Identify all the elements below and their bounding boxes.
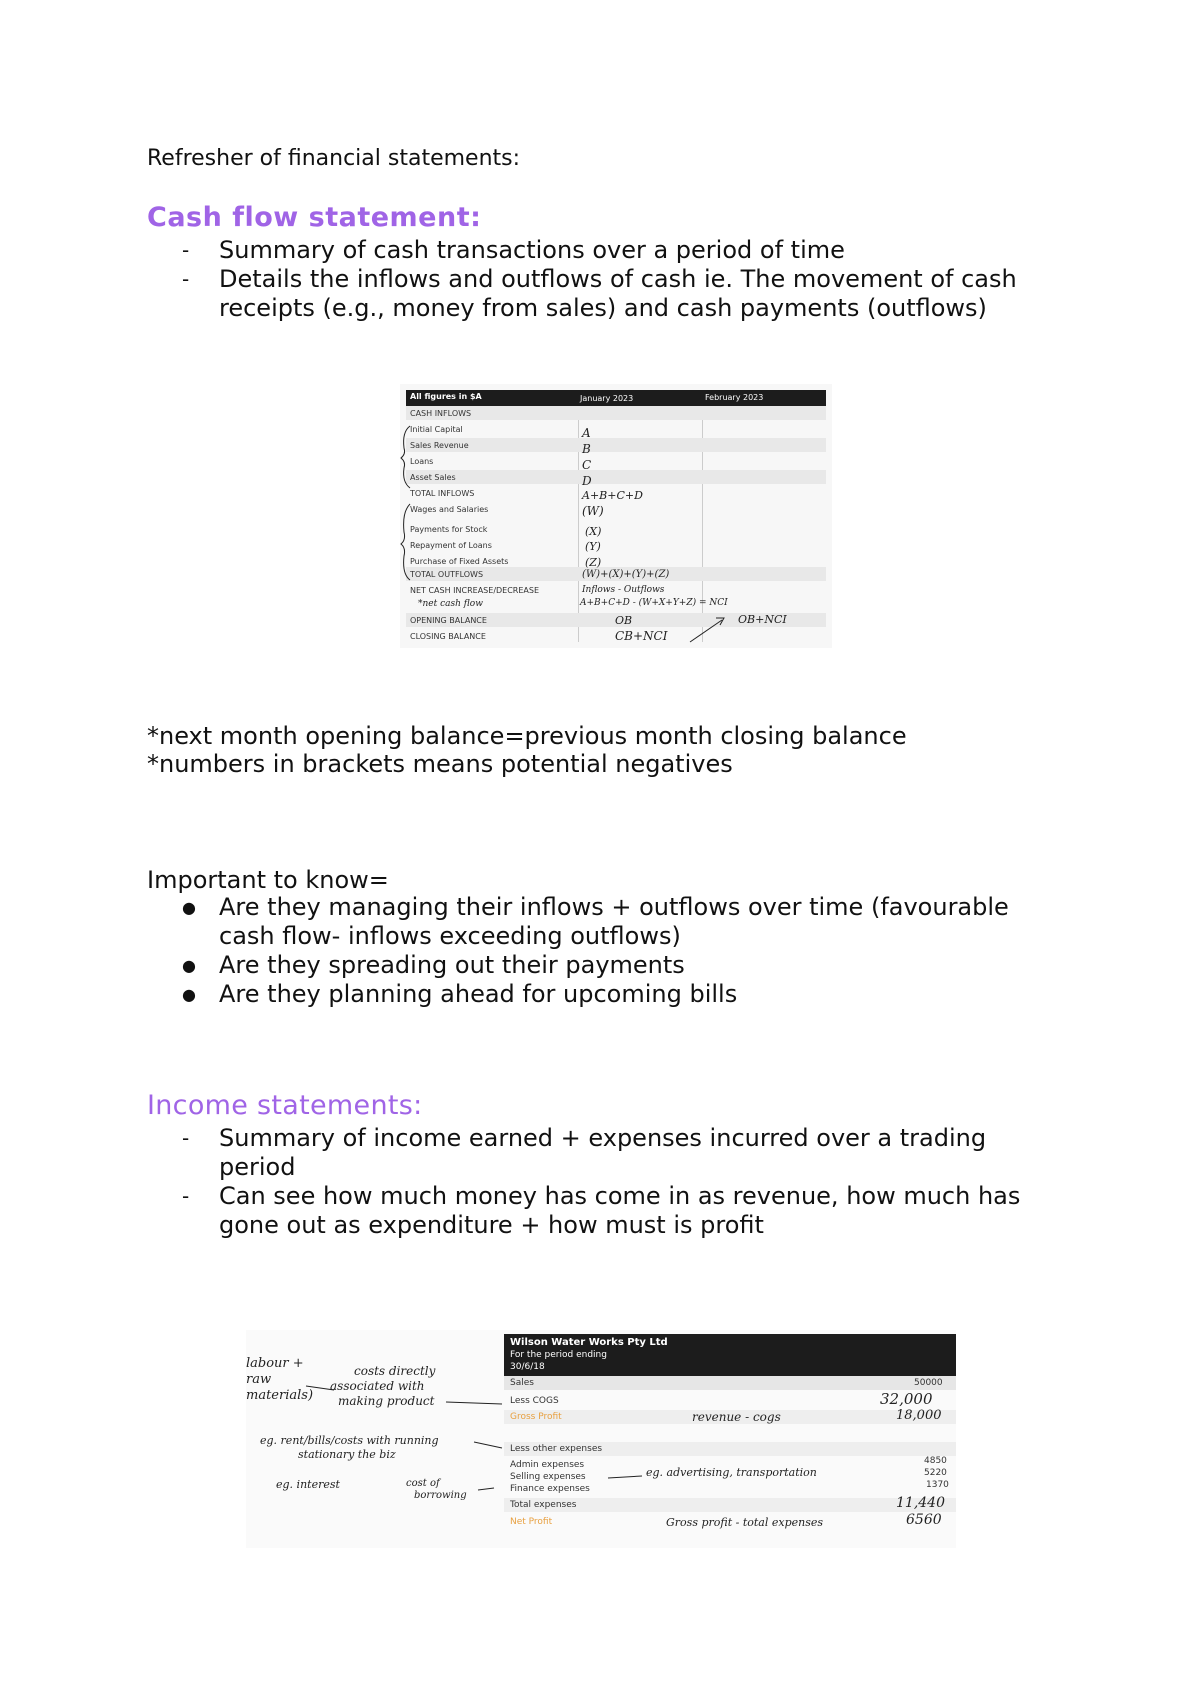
- annotation-labour: raw: [246, 1372, 272, 1387]
- admin-expenses-value: 4850: [924, 1456, 947, 1466]
- admin-expenses-label: Admin expenses: [510, 1460, 585, 1470]
- table-cell: A+B+C+D: [582, 489, 643, 502]
- table-row: Asset Sales: [410, 473, 456, 482]
- gross-profit-label: Gross Profit: [510, 1412, 562, 1422]
- gross-profit-note: revenue - cogs: [692, 1410, 781, 1424]
- income-statement-image: [246, 1330, 956, 1548]
- sales-label: Sales: [510, 1378, 534, 1388]
- table-cell: A: [582, 426, 591, 440]
- finance-expenses-value: 1370: [926, 1480, 949, 1490]
- annotation-rent: stationary the biz: [298, 1448, 396, 1461]
- cash-flow-points: [147, 236, 1047, 323]
- list-item: ● Are they spreading out their payments: [182, 951, 685, 979]
- table-row: Payments for Stock: [410, 525, 488, 534]
- annotation-costs: associated with: [330, 1379, 425, 1393]
- sales-value: 50000: [914, 1378, 943, 1388]
- income-heading: Income statements:: [147, 1090, 423, 1121]
- table-header: February 2023: [705, 393, 764, 402]
- list-item: ● Are they managing their inflows + outflows over time (favourable: [182, 893, 1009, 921]
- income-points: [147, 1124, 1047, 1240]
- annotation-borrowing: cost of: [406, 1478, 440, 1489]
- table-cell: C: [582, 458, 592, 472]
- table-row: Loans: [410, 457, 434, 466]
- table-header: All figures in $A: [410, 392, 482, 401]
- table-row: Repayment of Loans: [410, 541, 492, 550]
- annotation-labour: labour +: [246, 1356, 304, 1371]
- annotation-rent: eg. rent/bills/costs with running: [260, 1434, 439, 1447]
- table-cell: Inflows - Outflows: [582, 585, 665, 595]
- annotation-costs: making product: [338, 1394, 435, 1408]
- important-title: Important to know=: [147, 866, 389, 894]
- intro-line: Refresher of financial statements:: [147, 146, 521, 171]
- table-row: CASH INFLOWS: [410, 409, 472, 418]
- cogs-label: Less COGS: [510, 1396, 559, 1406]
- table-cell: A+B+C+D - (W+X+Y+Z) = NCI: [580, 598, 728, 608]
- list-item: ● Are they planning ahead for upcoming bills: [182, 980, 738, 1008]
- list-item: - Can see how much money has come in as revenue, how much has: [182, 1182, 1021, 1210]
- table-cell: OB: [615, 614, 633, 627]
- net-profit-label: Net Profit: [510, 1517, 553, 1527]
- table-cell: (X): [585, 525, 602, 538]
- table-cell: (W): [582, 504, 604, 518]
- list-item: - Summary of income earned + expenses incurred over a trading: [182, 1124, 987, 1152]
- table-row: Sales Revenue: [410, 441, 469, 450]
- list-item: period: [219, 1153, 296, 1181]
- gross-profit-value: 18,000: [896, 1408, 942, 1423]
- feb-opening-note: OB+NCI: [738, 613, 787, 626]
- important-points: [147, 893, 1047, 1009]
- table-cell: CB+NCI: [615, 629, 668, 643]
- period-label: For the period ending: [510, 1350, 607, 1360]
- table-row: CLOSING BALANCE: [410, 632, 486, 641]
- net-profit-value: 6560: [906, 1512, 942, 1528]
- finance-expenses-label: Finance expenses: [510, 1484, 590, 1494]
- total-expenses-value: 11,440: [896, 1495, 945, 1511]
- list-item: - Details the inflows and outflows of cash ie. The movement of cash: [182, 265, 1017, 293]
- table-row: TOTAL INFLOWS: [410, 489, 475, 498]
- note-brackets: *numbers in brackets means potential negatives: [147, 750, 733, 778]
- annotation-advertising: eg. advertising, transportation: [646, 1466, 817, 1479]
- annotation-costs: costs directly: [354, 1364, 436, 1378]
- list-item: gone out as expenditure + how must is profit: [219, 1211, 764, 1239]
- table-row: TOTAL OUTFLOWS: [410, 570, 484, 579]
- table-cell: D: [582, 474, 592, 488]
- cash-flow-heading: Cash flow statement:: [147, 202, 482, 233]
- selling-expenses-value: 5220: [924, 1468, 947, 1478]
- cash-flow-table-image: [400, 384, 832, 648]
- list-item: - Summary of cash transactions over a period of time: [182, 236, 845, 264]
- other-expenses-label: Less other expenses: [510, 1444, 603, 1454]
- table-row: Initial Capital: [410, 425, 463, 434]
- annotation-borrowing: borrowing: [414, 1490, 467, 1501]
- table-row: Wages and Salaries: [410, 505, 489, 514]
- table-row: NET CASH INCREASE/DECREASE: [410, 586, 540, 595]
- table-cell: (Z): [585, 556, 602, 569]
- note-opening-balance: *next month opening balance=previous month closing balance: [147, 722, 907, 750]
- table-cell: (Y): [585, 540, 601, 553]
- handwritten-marks: [400, 384, 832, 648]
- list-item: cash flow- inflows exceeding outflows): [219, 922, 681, 950]
- net-profit-note: Gross profit - total expenses: [666, 1516, 824, 1529]
- period-date: 30/6/18: [510, 1362, 545, 1372]
- selling-expenses-label: Selling expenses: [510, 1472, 586, 1482]
- net-cash-flow-note: *net cash flow: [418, 599, 483, 609]
- cogs-value: 32,000: [880, 1390, 933, 1408]
- list-item: receipts (e.g., money from sales) and cash payments (outflows): [219, 294, 987, 322]
- company-name: Wilson Water Works Pty Ltd: [510, 1337, 668, 1348]
- table-row: Purchase of Fixed Assets: [410, 557, 509, 566]
- table-cell: (W)+(X)+(Y)+(Z): [582, 569, 670, 580]
- annotation-interest: eg. interest: [276, 1478, 340, 1491]
- table-cell: B: [582, 442, 591, 456]
- total-expenses-label: Total expenses: [510, 1500, 577, 1510]
- table-row: OPENING BALANCE: [410, 616, 487, 625]
- annotation-arrows: [246, 1330, 956, 1548]
- annotation-labour: materials): [246, 1388, 314, 1403]
- table-header: January 2023: [580, 394, 634, 403]
